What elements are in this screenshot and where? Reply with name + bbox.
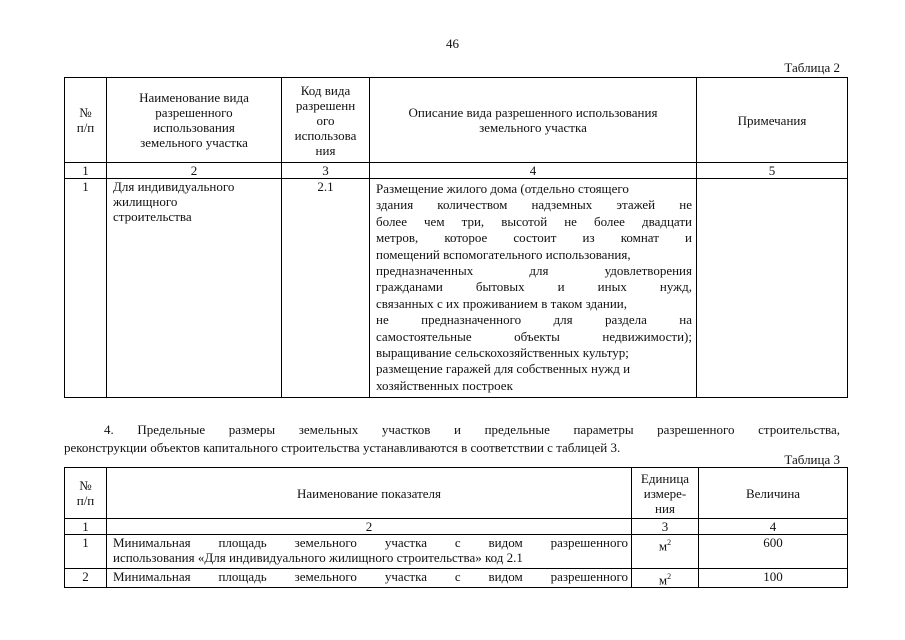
table2-header-description: Описание вида разрешенного использования земельного участка [370, 78, 697, 163]
table3-row-name: Минимальная площадь земельного участка с видом разрешенного использования «Для индивидуального жилищного строительства» код 2.1 [107, 535, 632, 569]
table2-row-code: 2.1 [282, 179, 370, 398]
paragraph-4-line2: реконструкции объектов капитального строительства устанавливаются в соответствии с таблицей 3. [64, 440, 621, 455]
table3-header-value: Величина [699, 468, 848, 519]
table3-index-cell: 4 [699, 519, 848, 535]
table2-row-description: Размещение жилого дома (отдельно стоящего здания количеством надземных этажей не более чем три, высотой не более двадцати метров, которое состоит из комнат и помещений вспомогательного использования, предназначенных для удовлетворения гражданами бытовых и иных нужд, связанных с их проживанием в таком здании, не предназначенного для раздела на самостоятельные объекты недвижимости); выращивание сельскохозяйственных культур; размещение гаражей для собственных нужд и хозяйственных построек [370, 179, 697, 398]
table3-header-unit: Единица измере- ния [632, 468, 699, 519]
table3-header-name: Наименование показателя [107, 468, 632, 519]
table2-index-row [65, 163, 848, 179]
table3-row-num: 2 [65, 569, 107, 588]
table3 [64, 467, 848, 588]
table2-header-notes: Примечания [697, 78, 848, 163]
table2-header-name: Наименование вида разрешенного использования земельного участка [107, 78, 282, 163]
page-number: 46 [446, 36, 459, 51]
table-row [65, 569, 848, 588]
table-row [65, 535, 848, 569]
paragraph-4: 4. Предельные размеры земельных участков и предельные параметры разрешенного строительства, [104, 422, 840, 437]
table3-row-unit: $м^2$ [632, 535, 699, 569]
table2-header-code: Код вида разрешенн ого использова ния [282, 78, 370, 163]
table3-index-cell: 3 [632, 519, 699, 535]
table3-header-row [65, 468, 848, 519]
table2-index-cell: 2 [107, 163, 282, 179]
table2-header-num: № п/п [65, 78, 107, 163]
table2-header-row [65, 78, 848, 163]
table2-caption: Таблица 2 [784, 60, 840, 75]
table3-index-cell: 2 [107, 519, 632, 535]
table3-row-value: 100 [699, 569, 848, 588]
table2 [64, 77, 848, 398]
table2-index-cell: 3 [282, 163, 370, 179]
table2-index-cell: 1 [65, 163, 107, 179]
table3-row-name: Минимальная площадь земельного участка с видом разрешенного [107, 569, 632, 588]
table2-row-notes [697, 179, 848, 398]
table2-index-cell: 4 [370, 163, 697, 179]
table2-row-name: Для индивидуального жилищного строительства [107, 179, 282, 398]
table2-row-num: 1 [65, 179, 107, 398]
table3-row-value: 600 [699, 535, 848, 569]
table3-index-row [65, 519, 848, 535]
table3-index-cell: 1 [65, 519, 107, 535]
table3-row-unit: $м^2$ [632, 569, 699, 588]
table3-caption: Таблица 3 [784, 452, 840, 467]
table-row [65, 179, 848, 398]
table3-row-num: 1 [65, 535, 107, 569]
table3-header-num: № п/п [65, 468, 107, 519]
table2-index-cell: 5 [697, 163, 848, 179]
